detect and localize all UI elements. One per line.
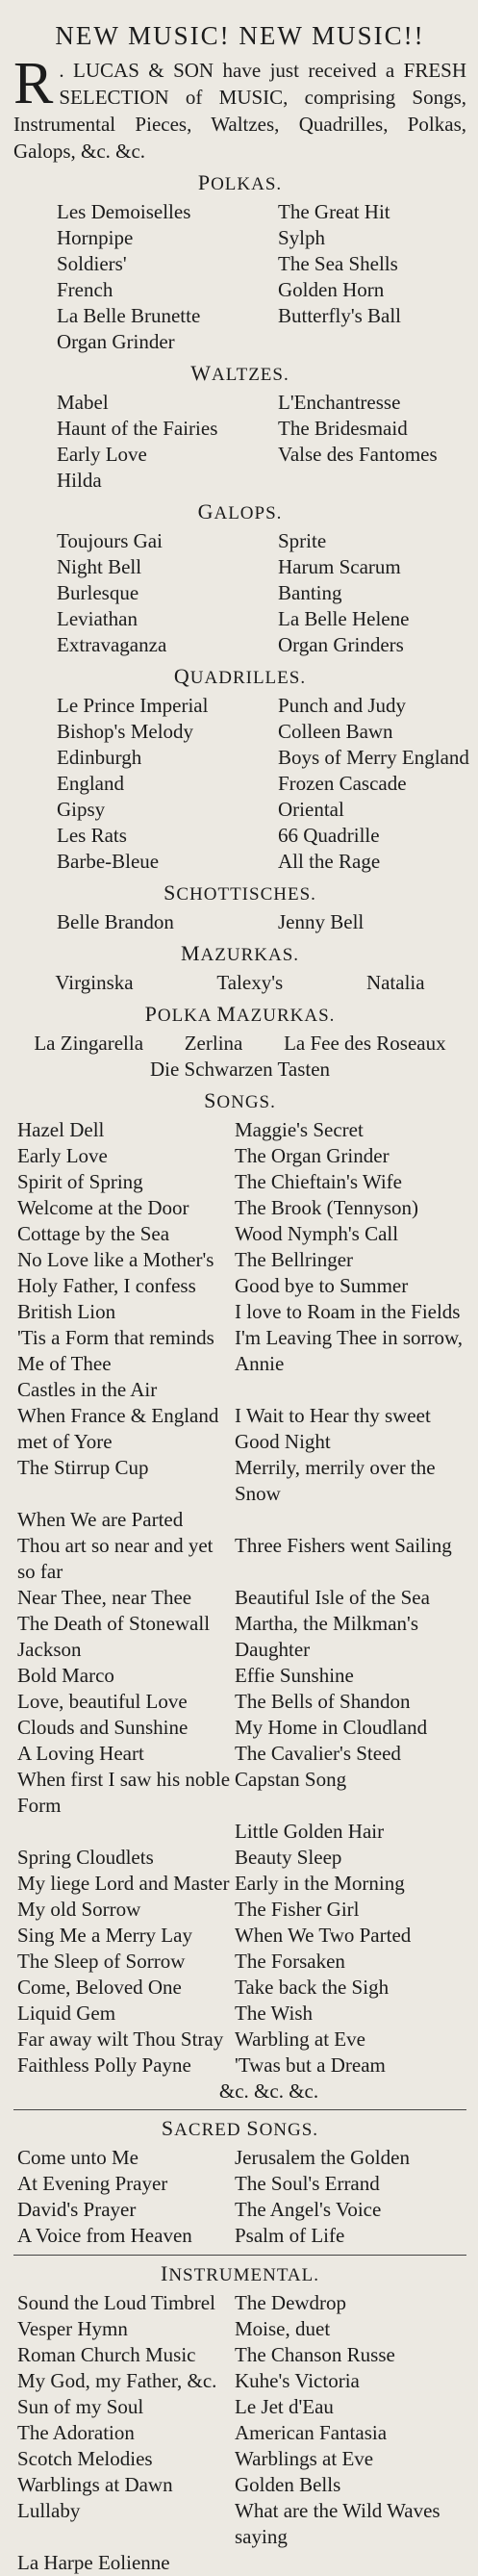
list-item: Early Love: [17, 1144, 108, 1167]
songs-etc: &c. &c. &c.: [218, 2079, 319, 2103]
list-item: Beautiful Isle of the Sea: [235, 1586, 430, 1609]
galops-list: [13, 528, 466, 658]
instrumental-list: [13, 2290, 466, 2576]
songs-list: [13, 1117, 466, 2079]
list-item: Merrily, merrily over the Snow: [235, 1456, 436, 1505]
list-item: The Forsaken: [235, 1950, 345, 1973]
list-item: Gipsy: [57, 798, 106, 821]
list-item: Hazel Dell: [17, 1118, 105, 1141]
list-item: Hornpipe: [57, 226, 134, 249]
list-item: Capstan Song: [235, 1768, 347, 1791]
list-item: My old Sorrow: [17, 1898, 141, 1921]
list-item: My Home in Cloudland: [235, 1716, 428, 1739]
list-item: Extravaganza: [57, 633, 167, 656]
list-item: [278, 468, 466, 494]
section-heading-quadrilles: QUADRILLES.: [173, 664, 307, 688]
list-item: L'Enchantresse: [278, 391, 401, 414]
page-title: NEW MUSIC! NEW MUSIC!!: [55, 21, 425, 50]
list-item: I love to Roam in the Fields: [235, 1300, 461, 1323]
list-item: My liege Lord and Master: [17, 1872, 230, 1895]
list-item: Jerusalem the Golden: [235, 2146, 410, 2169]
list-item: Castles in the Air: [17, 1378, 158, 1401]
list-item: Welcome at the Door: [17, 1196, 189, 1219]
waltzes-list: [13, 390, 466, 494]
list-item: Effie Sunshine: [235, 1664, 354, 1687]
list-item: Belle Brandon: [57, 910, 174, 933]
list-item: Toujours Gai: [57, 529, 163, 552]
list-item: Soldiers': [57, 252, 127, 275]
list-item: Boys of Merry England: [278, 746, 469, 769]
list-item: Natalia: [365, 971, 425, 994]
list-item: The Stirrup Cup: [17, 1456, 149, 1479]
list-item: Sound the Loud Timbrel: [17, 2291, 215, 2314]
list-item: Good bye to Summer: [235, 1274, 409, 1297]
list-item: The Wish: [235, 2002, 314, 2025]
list-item: When We Two Parted: [235, 1924, 412, 1947]
list-item: The Soul's Errand: [235, 2172, 380, 2195]
list-item: Wood Nymph's Call: [235, 1222, 399, 1245]
list-item: Liquid Gem: [17, 2002, 116, 2025]
list-item: American Fantasia: [235, 2421, 388, 2444]
list-item: Organ Grinders: [278, 633, 404, 656]
list-item: Beauty Sleep: [235, 1846, 342, 1869]
list-item: Le Prince Imperial: [57, 694, 209, 717]
list-item: Warblings at Eve: [235, 2447, 374, 2470]
list-item: Sylph: [278, 226, 326, 249]
list-item: [278, 329, 466, 355]
list-item: Come, Beloved One: [17, 1976, 182, 1999]
list-item: Early in the Morning: [235, 1872, 405, 1895]
list-item: A Loving Heart: [17, 1742, 144, 1765]
list-item: Butterfly's Ball: [278, 304, 402, 327]
list-item: The Death of Stonewall Jackson: [17, 1612, 211, 1661]
list-item: When We are Parted: [17, 1508, 184, 1531]
list-item: Jenny Bell: [278, 910, 365, 933]
list-item: Thou art so near and yet so far: [17, 1534, 214, 1583]
divider: [13, 2109, 466, 2110]
list-item: When first I saw his noble Form: [17, 1768, 231, 1817]
list-item: Holy Father, I confess: [17, 1274, 196, 1297]
list-item: [235, 1377, 466, 1403]
list-item: A Voice from Heaven: [17, 2224, 192, 2247]
list-item: Sun of my Soul: [17, 2395, 144, 2418]
polkas-list: [13, 199, 466, 355]
section-heading-polkas: POLKAS.: [197, 170, 283, 194]
list-item: Sprite: [278, 529, 327, 552]
schottisches-list: [13, 909, 466, 935]
section-heading-galops: GALOPS.: [197, 499, 283, 523]
list-item: 'Tis a Form that reminds Me of Thee: [17, 1326, 214, 1375]
list-item: [17, 1819, 235, 1845]
list-item: Bishop's Melody: [57, 720, 194, 743]
list-item: The Cavalier's Steed: [235, 1742, 401, 1765]
list-item: Barbe-Bleue: [57, 850, 160, 873]
list-item: Clouds and Sunshine: [17, 1716, 189, 1739]
list-item: The Angel's Voice: [235, 2198, 382, 2221]
list-item: No Love like a Mother's: [17, 1248, 214, 1271]
list-item: Faithless Polly Payne: [17, 2053, 191, 2077]
list-item: The Bridesmaid: [278, 417, 408, 440]
list-item: The Sleep of Sorrow: [17, 1950, 186, 1973]
list-item: Spirit of Spring: [17, 1170, 143, 1193]
list-item: Le Jet d'Eau: [235, 2395, 334, 2418]
list-item: [235, 1507, 466, 1533]
list-item: Colleen Bawn: [278, 720, 393, 743]
list-item: Come unto Me: [17, 2146, 138, 2169]
list-item: Sing Me a Merry Lay: [17, 1924, 192, 1947]
list-item: David's Prayer: [17, 2198, 137, 2221]
list-item: At Evening Prayer: [17, 2172, 168, 2195]
list-item: French: [57, 278, 113, 301]
intro-text: . LUCAS & SON have just received a FRESH SELECTION of MUSIC, comprising Songs, Instrumental Pieces, Waltzes, Quadrilles, Polkas, Galops, &c. &c.: [13, 59, 466, 163]
list-item: Early Love: [57, 443, 147, 466]
list-item: All the Rage: [278, 850, 381, 873]
list-item: Kuhe's Victoria: [235, 2369, 360, 2392]
list-item: Talexy's: [216, 971, 284, 994]
section-heading-polka-mazurkas: POLKA MAZURKAS.: [144, 1002, 336, 1026]
drop-cap: R: [13, 51, 54, 116]
section-heading-waltzes: WALTZES.: [190, 361, 289, 385]
list-item: La Belle Brunette: [57, 304, 201, 327]
list-item: I'm Leaving Thee in sorrow, Annie: [235, 1326, 464, 1375]
list-item: The Chieftain's Wife: [235, 1170, 402, 1193]
list-item: Lullaby: [17, 2499, 81, 2522]
list-item: Leviathan: [57, 607, 138, 630]
list-item: Les Rats: [57, 824, 127, 847]
list-item: The Bellringer: [235, 1248, 354, 1271]
list-item: Harum Scarum: [278, 555, 401, 578]
list-item: La Belle Helene: [278, 607, 410, 630]
list-item: Moise, duet: [235, 2317, 331, 2340]
list-item: Haunt of the Fairies: [57, 417, 218, 440]
list-item: Night Bell: [57, 555, 142, 578]
list-item: Near Thee, near Thee: [17, 1586, 192, 1609]
list-item: [235, 2550, 466, 2576]
list-item: Oriental: [278, 798, 344, 821]
section-heading-songs: SONGS.: [204, 1088, 276, 1112]
list-item: Little Golden Hair: [235, 1820, 385, 1843]
polka-mazurkas-list: [13, 1031, 466, 1057]
sacred-songs-list: [13, 2145, 466, 2249]
list-item: The Brook (Tennyson): [235, 1196, 418, 1219]
divider: [13, 2255, 466, 2256]
list-item: The Great Hit: [278, 200, 390, 223]
list-item: Les Demoiselles: [57, 200, 191, 223]
list-item: Hilda: [57, 469, 102, 492]
list-item: Spring Cloudlets: [17, 1846, 154, 1869]
list-item: Edinburgh: [57, 746, 142, 769]
list-item: Banting: [278, 581, 342, 604]
list-item: What are the Wild Waves saying: [235, 2499, 440, 2548]
list-item: Roman Church Music: [17, 2343, 196, 2366]
list-item: Cottage by the Sea: [17, 1222, 170, 1245]
list-item: La Fee des Roseaux: [284, 1032, 446, 1055]
list-item: The Sea Shells: [278, 252, 398, 275]
intro-paragraph: [13, 51, 466, 165]
section-heading-instrumental: INSTRUMENTAL.: [161, 2261, 319, 2285]
list-item: La Harpe Eolienne: [17, 2551, 170, 2574]
list-item: The Chanson Russe: [235, 2343, 395, 2366]
list-item: Scotch Melodies: [17, 2447, 153, 2470]
list-item: Valse des Fantomes: [278, 443, 438, 466]
quadrilles-list: [13, 693, 469, 875]
list-item: Die Schwarzen Tasten: [149, 1058, 331, 1081]
list-item: Zerlina: [184, 1032, 243, 1055]
list-item: I Wait to Hear thy sweet Good Night: [235, 1404, 431, 1453]
list-item: The Bells of Shandon: [235, 1690, 411, 1713]
list-item: Mabel: [57, 391, 109, 414]
section-heading-mazurkas: MAZURKAS.: [180, 941, 300, 965]
list-item: Organ Grinder: [57, 330, 175, 353]
list-item: Maggie's Secret: [235, 1118, 364, 1141]
list-item: England: [57, 772, 124, 795]
mazurkas-list: [13, 970, 466, 996]
list-item: 'Twas but a Dream: [235, 2053, 386, 2077]
list-item: Golden Bells: [235, 2473, 341, 2496]
list-item: Bold Marco: [17, 1664, 114, 1687]
list-item: My God, my Father, &c.: [17, 2369, 217, 2392]
list-item: Far away wilt Thou Stray: [17, 2028, 224, 2051]
list-item: Warbling at Eve: [235, 2028, 365, 2051]
list-item: The Fisher Girl: [235, 1898, 360, 1921]
list-item: Vesper Hymn: [17, 2317, 128, 2340]
list-item: 66 Quadrille: [278, 824, 380, 847]
list-item: Martha, the Milkman's Daughter: [235, 1612, 418, 1661]
list-item: Three Fishers went Sailing: [235, 1534, 452, 1557]
list-item: When France & England met of Yore: [17, 1404, 219, 1453]
list-item: Frozen Cascade: [278, 772, 407, 795]
list-item: Warblings at Dawn: [17, 2473, 173, 2496]
section-heading-sacred-songs: SACRED SONGS.: [161, 2116, 319, 2140]
list-item: La Zingarella: [34, 1032, 144, 1055]
list-item: The Dewdrop: [235, 2291, 347, 2314]
list-item: The Organ Grinder: [235, 1144, 390, 1167]
list-item: Psalm of Life: [235, 2224, 345, 2247]
list-item: British Lion: [17, 1300, 116, 1323]
list-item: Virginska: [55, 971, 134, 994]
list-item: Punch and Judy: [278, 694, 406, 717]
section-heading-schottisches: SCHOTTISCHES.: [164, 880, 316, 905]
list-item: The Adoration: [17, 2421, 135, 2444]
list-item: Take back the Sigh: [235, 1976, 390, 1999]
list-item: Burlesque: [57, 581, 139, 604]
list-item: Love, beautiful Love: [17, 1690, 188, 1713]
list-item: Golden Horn: [278, 278, 385, 301]
